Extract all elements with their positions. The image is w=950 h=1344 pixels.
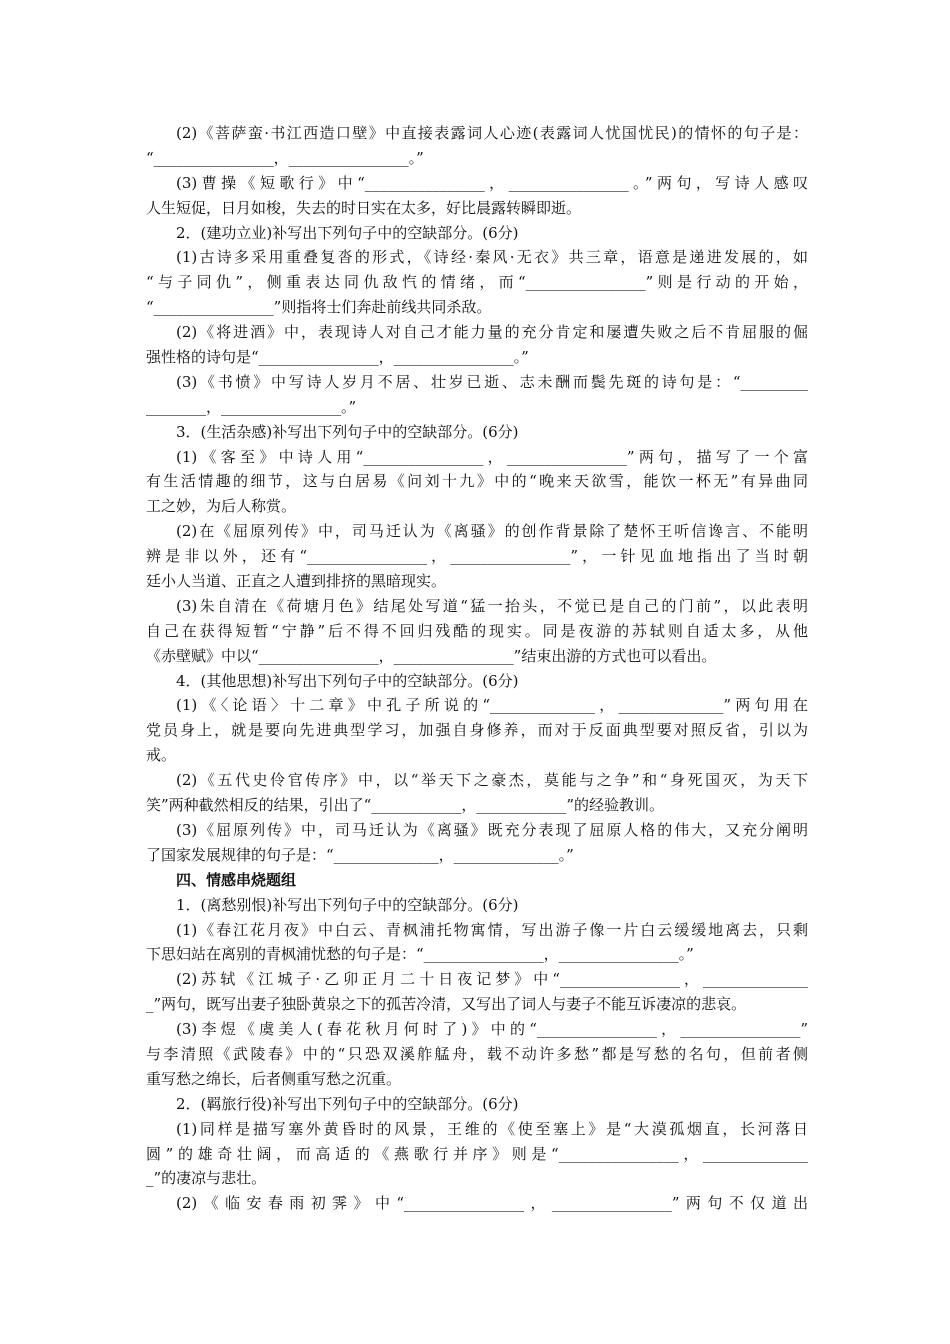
text-line: (1)《客至》中诗人用“________________，________________”两句，描写了一个富 — [176, 447, 808, 466]
section-heading: 四、情感串烧题组 — [176, 870, 297, 889]
text-line: 《赤壁赋》中以“________________，________________”结束出游的方式也可以看出。 — [146, 646, 717, 665]
question-heading: 4．(其他思想)补写出下列句子中的空缺部分。(6分) — [176, 671, 519, 690]
question-heading: 3．(生活杂感)补写出下列句子中的空缺部分。(6分) — [176, 422, 519, 441]
text-line: 辨是非以外，还有“________________，________________”，一针见血地指出了当时朝 — [146, 547, 808, 566]
text-line: “________________，________________。” — [146, 148, 424, 167]
text-line: 戒。 — [146, 746, 177, 765]
text-line: (2)《临安春雨初霁》中“________________，________________”两句不仅道出 — [176, 1194, 808, 1213]
text-line: (3)朱自清在《荷塘月色》结尾处写道“猛一抬头，不觉已是自己的门前”，以此表明 — [176, 596, 808, 615]
text-line: (3)《屈原列传》中，司马迁认为《离骚》既充分表现了屈原人格的伟大，又充分阐明 — [176, 820, 808, 839]
text-line: 重写愁之绵长，后者侧重写愁之沉重。 — [146, 1069, 402, 1088]
text-line: 下思妇站在离别的青枫浦忧愁的句子是：“________________，________________。” — [146, 945, 694, 964]
text-line: (2)苏轼《江城子·乙卯正月二十日夜记梦》中“________________，______________ — [176, 970, 808, 989]
document-page — [146, 121, 808, 1216]
text-line: (1)古诗多采用重叠复沓的形式，《诗经·秦风·无衣》共三章，语意是递进发展的，如 — [176, 248, 808, 267]
text-line: 廷小人当道、正直之人遭到排挤的黑暗现实。 — [146, 572, 447, 591]
text-line: (2)《菩萨蛮·书江西造口壁》中直接表露词人心迹(表露词人忧国忧民)的情怀的句子是： — [176, 124, 808, 142]
text-line: _”两句，既写出妻子独卧黄泉之下的孤苦冷清，又写出了词人与妻子不能互诉凄凉的悲哀。 — [146, 995, 747, 1014]
text-line: 有生活情趣的细节，这与白居易《问刘十九》中的“晚来天欲雪，能饮一杯无”有异曲同 — [146, 472, 808, 491]
text-line: (3)《书愤》中写诗人岁月不居、壮岁已逝、志未酬而鬓先斑的诗句是：“_________ — [176, 372, 808, 391]
text-line: 自己在获得短暂“宁静”后不得不回归残酷的现实。同是夜游的苏轼则自适太多，从他 — [146, 621, 808, 640]
text-line: (2)《将进酒》中，表现诗人对自己才能力量的充分肯定和屡遭失败之后不肯屈服的倔 — [176, 323, 808, 342]
text-line: (3)曹操《短歌行》中“________________，________________。”两句，写诗人感叹 — [176, 173, 808, 192]
text-line: ________，________________。” — [146, 397, 357, 416]
text-line: 了国家发展规律的句子是：“______________，______________。” — [146, 845, 574, 864]
text-line: “与子同仇”，侧重表达同仇敌忾的情绪，而“________________”则是行动的开始， — [146, 273, 808, 292]
text-line: “________________”则指将士们奔赴前线共同杀敌。 — [146, 298, 492, 317]
text-line: 人生短促，日月如梭，失去的时日实在太多，好比晨露转瞬即逝。 — [146, 198, 582, 217]
text-line: 强性格的诗句是“________________，________________。” — [146, 348, 529, 367]
text-line: 党员身上，就是要向先进典型学习，加强自身修养，而对于反面典型要对照反省，引以为 — [146, 721, 808, 740]
text-line: (1)《春江花月夜》中白云、青枫浦托物寓情，写出游子像一片白云缓缓地离去，只剩 — [176, 920, 808, 939]
text-line: (1)《〈论语〉十二章》中孔子所说的“______________，______________”两句用在 — [176, 696, 808, 715]
text-line: 工之妙，为后人称赏。 — [146, 497, 297, 516]
text-line: 与李清照《武陵春》中的“只恐双溪舴艋舟，载不动许多愁”都是写愁的名句，但前者侧 — [146, 1044, 808, 1063]
text-line: (2)《五代史伶官传序》中，以“举天下之豪杰，莫能与之争”和“身死国灭，为天下 — [176, 771, 808, 790]
question-heading: 1．(离愁别恨)补写出下列句子中的空缺部分。(6分) — [176, 895, 519, 914]
text-line: 笑”两种截然相反的结果，引出了“____________，____________”的经验教训。 — [146, 796, 665, 815]
question-heading: 2．(羁旅行役)补写出下列句子中的空缺部分。(6分) — [176, 1094, 519, 1113]
text-line: 圆”的雄奇壮阔，而高适的《燕歌行并序》则是“________________，______________ — [146, 1144, 808, 1163]
text-line: (3)李煜《虞美人(春花秋月何时了)》中的“________________，________________” — [176, 1020, 808, 1039]
text-line: (2)在《屈原列传》中，司马迁认为《离骚》的创作背景除了楚怀王听信谗言、不能明 — [176, 522, 808, 541]
question-heading: 2．(建功立业)补写出下列句子中的空缺部分。(6分) — [176, 223, 519, 242]
text-line: _”的凄凉与悲壮。 — [146, 1169, 267, 1188]
text-line: (1)同样是描写塞外黄昏时的风景，王维的《使至塞上》是“大漠孤烟直，长河落日 — [176, 1119, 808, 1138]
